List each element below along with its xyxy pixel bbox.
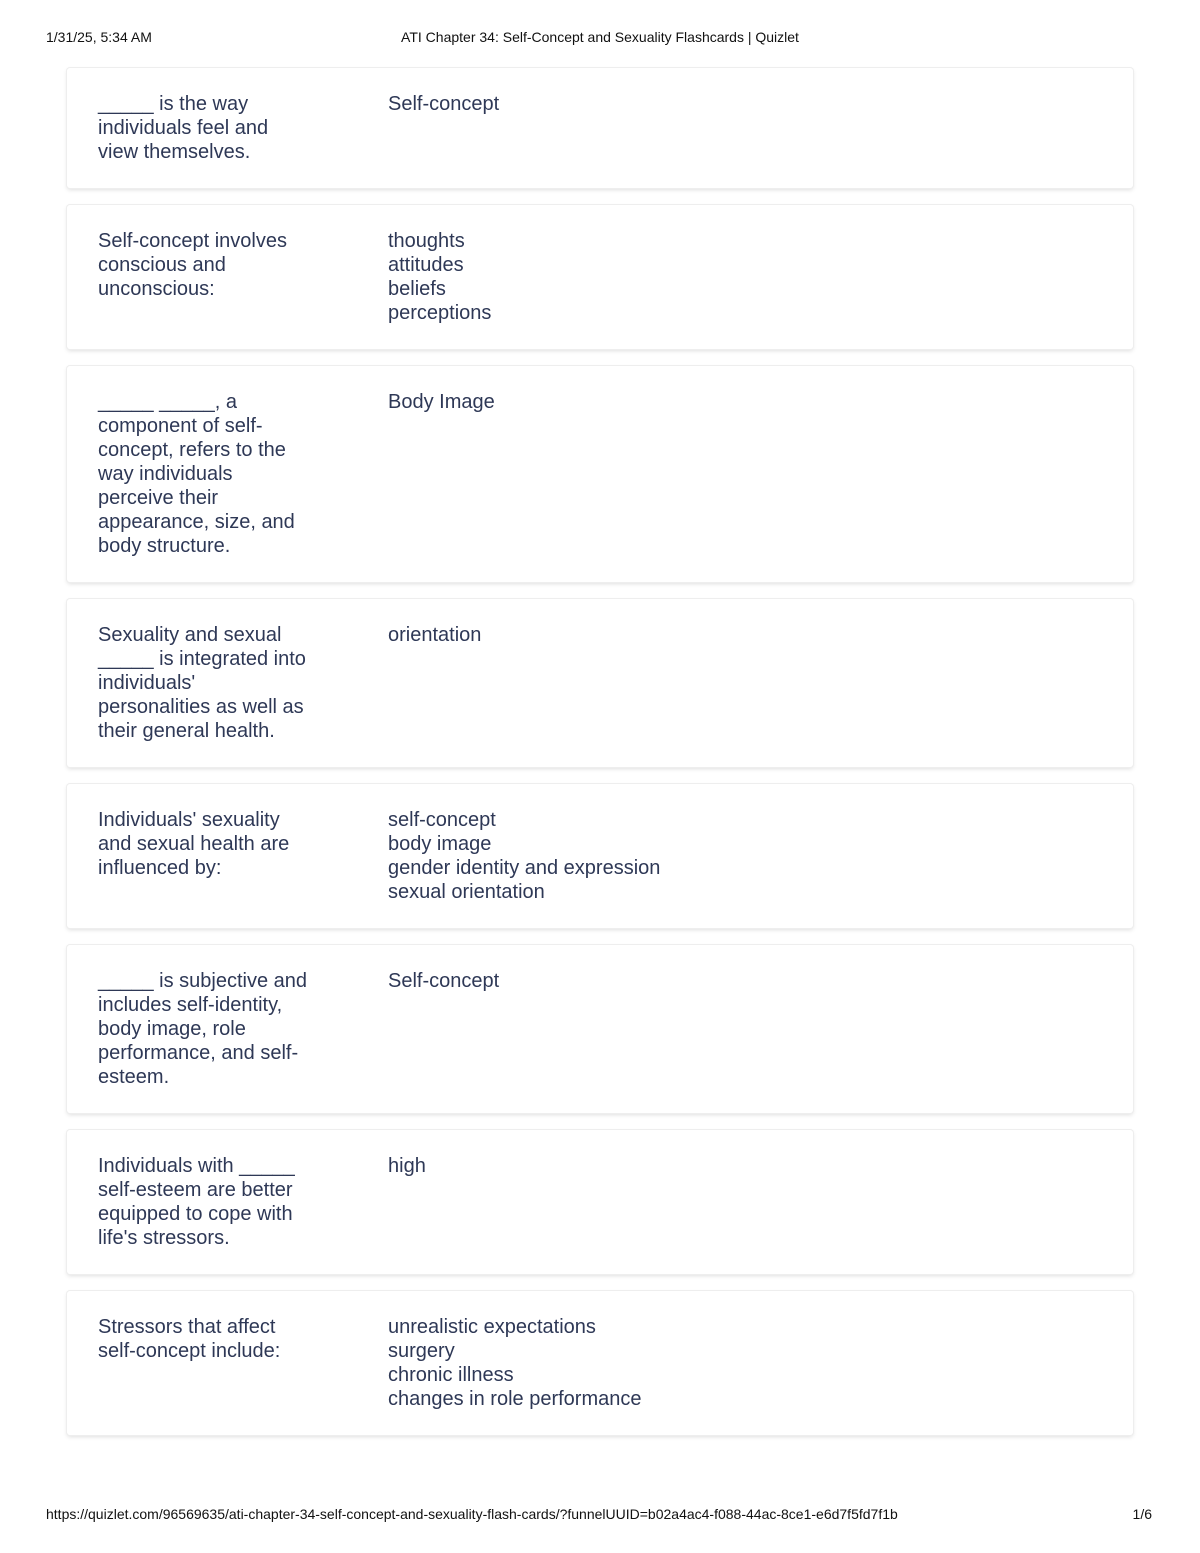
flashcard[interactable] [67,205,1133,349]
flashcard-term: Self-concept involves conscious and unconscious: [98,230,287,300]
flashcard-definition: Self-concept [388,93,500,115]
flashcard-definition: self-concept body image gender identity and expression sexual orientation [388,809,661,903]
flashcard-term: Individuals with _____ self-esteem are better equipped to cope with life's stressors. [98,1155,295,1249]
flashcard-definition: Self-concept [388,970,500,992]
flashcard-definition: high [388,1155,426,1177]
page-url: https://quizlet.com/96569635/ati-chapter-34-self-concept-and-sexuality-flash-cards/?funnelUUID=b02a4ac4-f088-44ac-8ce1-e6d7f5fd7f1b [46,1506,898,1522]
flashcard[interactable] [67,1291,1133,1435]
flashcard-definition: Body Image [388,391,495,413]
flashcard-definition: orientation [388,624,482,646]
flashcard[interactable] [67,68,1133,188]
flashcard-term: Stressors that affect self-concept include: [98,1316,281,1362]
flashcard-term: _____ is the way individuals feel and view themselves. [98,93,269,163]
print-footer [46,1506,1152,1526]
flashcard-term: Individuals' sexuality and sexual health are influenced by: [98,809,290,879]
flashcard[interactable] [67,599,1133,767]
flashcard[interactable] [67,945,1133,1113]
flashcard[interactable] [67,366,1133,582]
page-title: ATI Chapter 34: Self-Concept and Sexuality Flashcards | Quizlet [401,29,799,45]
flashcard-definition: unrealistic expectations surgery chronic illness changes in role performance [388,1316,642,1410]
flashcard[interactable] [67,784,1133,928]
page-number: 1/6 [1132,1506,1152,1522]
flashcard-term: _____ _____, a component of self- concept, refers to the way individuals perceive their appearance, size, and body structure. [98,391,295,557]
flashcard-term: Sexuality and sexual _____ is integrated into individuals' personalities as well as their general health. [98,624,306,742]
flashcard[interactable] [67,1130,1133,1274]
flashcard-list [67,68,1133,1452]
print-date: 1/31/25, 5:34 AM [46,29,152,45]
print-header [46,29,1154,49]
flashcard-definition: thoughts attitudes beliefs perceptions [388,230,492,324]
flashcard-term: _____ is subjective and includes self-identity, body image, role performance, and self- esteem. [98,970,308,1088]
